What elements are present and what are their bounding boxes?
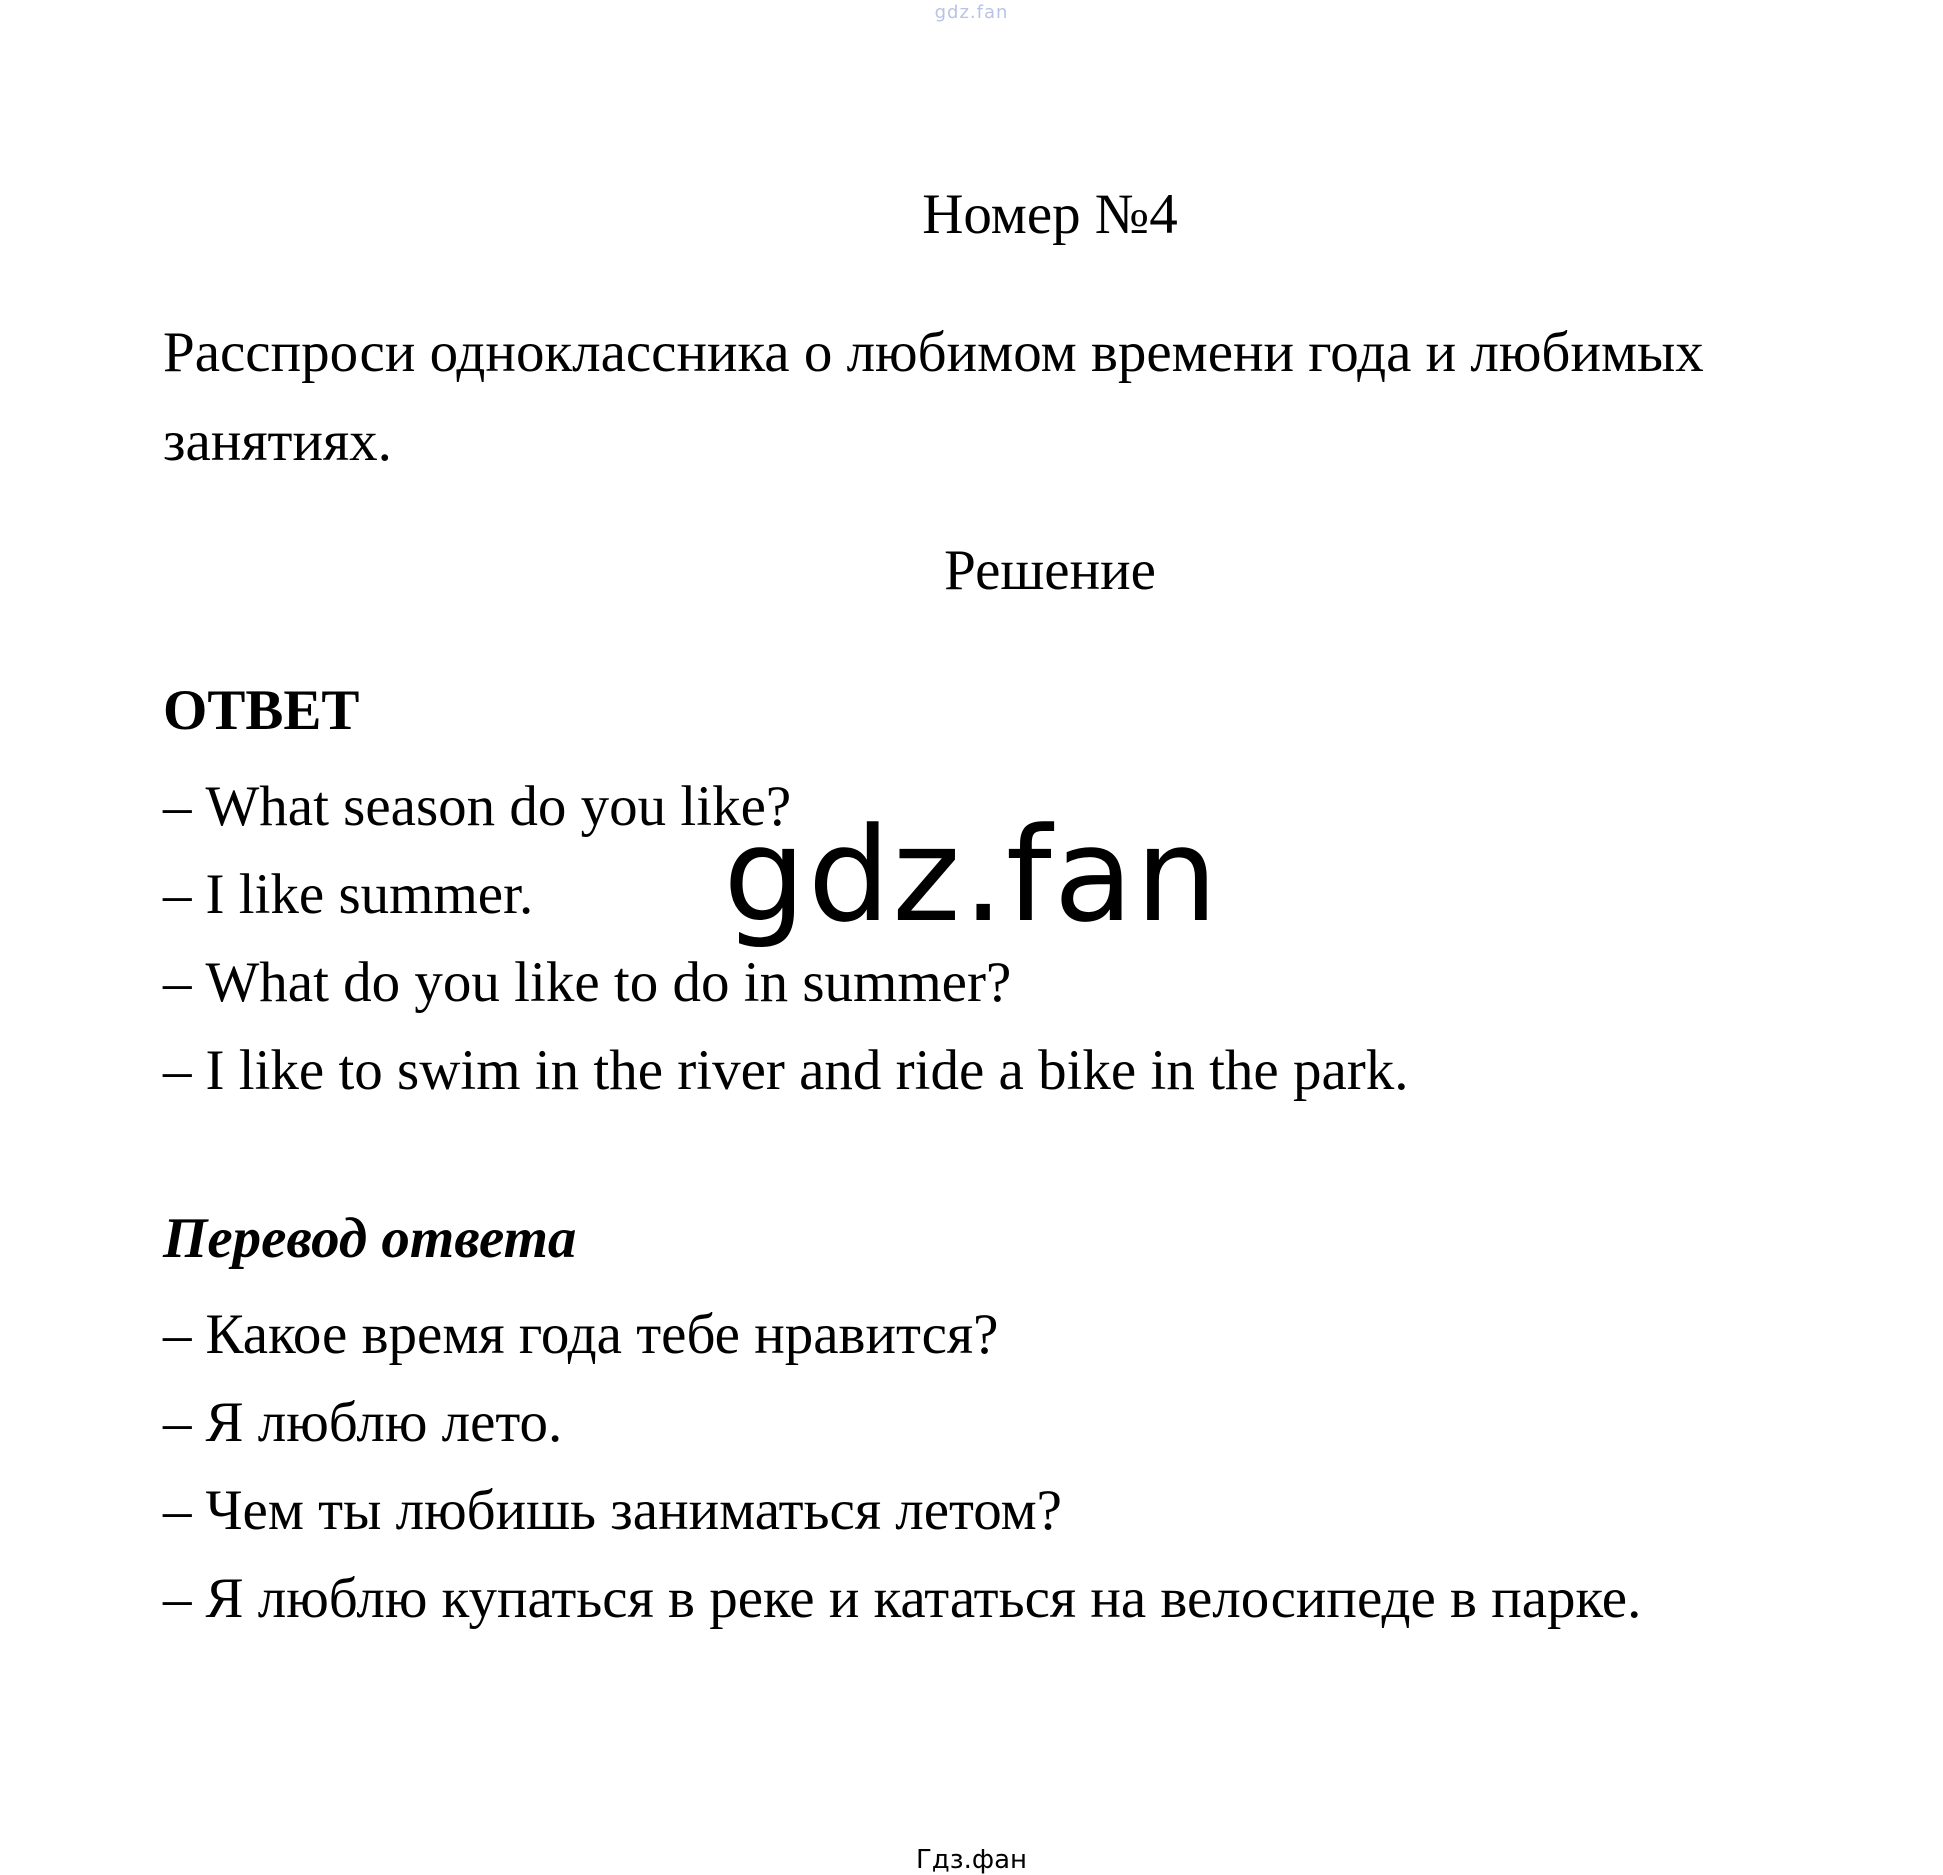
dash-mark: – (163, 1391, 192, 1454)
answer-heading: ОТВЕТ (163, 679, 360, 742)
dialog-line-text: I like summer. (205, 863, 534, 926)
dash-mark: – (163, 1567, 192, 1630)
dialog-line (163, 939, 1408, 1027)
dialog-line-text: What season do you like? (205, 775, 792, 838)
translation-heading: Перевод ответа (163, 1207, 577, 1270)
dialog-line-text: Я люблю лето. (205, 1391, 563, 1454)
dialog-line (163, 1555, 1641, 1643)
dialog-line-text: I like to swim in the river and ride a bike in the park. (205, 1039, 1409, 1102)
dialog-line-text: Чем ты любишь заниматься летом? (205, 1479, 1062, 1542)
dash-mark: – (163, 775, 192, 838)
translation-dialog (163, 1291, 1641, 1643)
dash-mark: – (163, 1039, 192, 1102)
dialog-line-text: What do you like to do in summer? (205, 951, 1012, 1014)
task-text: Расспроси одноклассника о любимом времени года и любимых занятиях. (163, 321, 1704, 473)
dialog-line-text: Какое время года тебе нравится? (205, 1303, 999, 1366)
site-mark-top: gdz.fan (934, 2, 1009, 23)
exercise-title: Номер №4 (922, 183, 1178, 246)
dialog-line (163, 1291, 1641, 1379)
site-mark-footer: Гдз.фан (915, 1845, 1028, 1875)
dash-mark: – (163, 863, 192, 926)
solution-heading: Решение (944, 539, 1156, 602)
watermark: gdz.fan (723, 799, 1220, 951)
dialog-line (163, 1027, 1408, 1115)
dialog-line (163, 1379, 1641, 1467)
dialog-line-text: Я люблю купаться в реке и кататься на велосипеде в парке. (205, 1567, 1642, 1630)
dash-mark: – (163, 951, 192, 1014)
dialog-line (163, 1467, 1641, 1555)
dash-mark: – (163, 1303, 192, 1366)
dash-mark: – (163, 1479, 192, 1542)
